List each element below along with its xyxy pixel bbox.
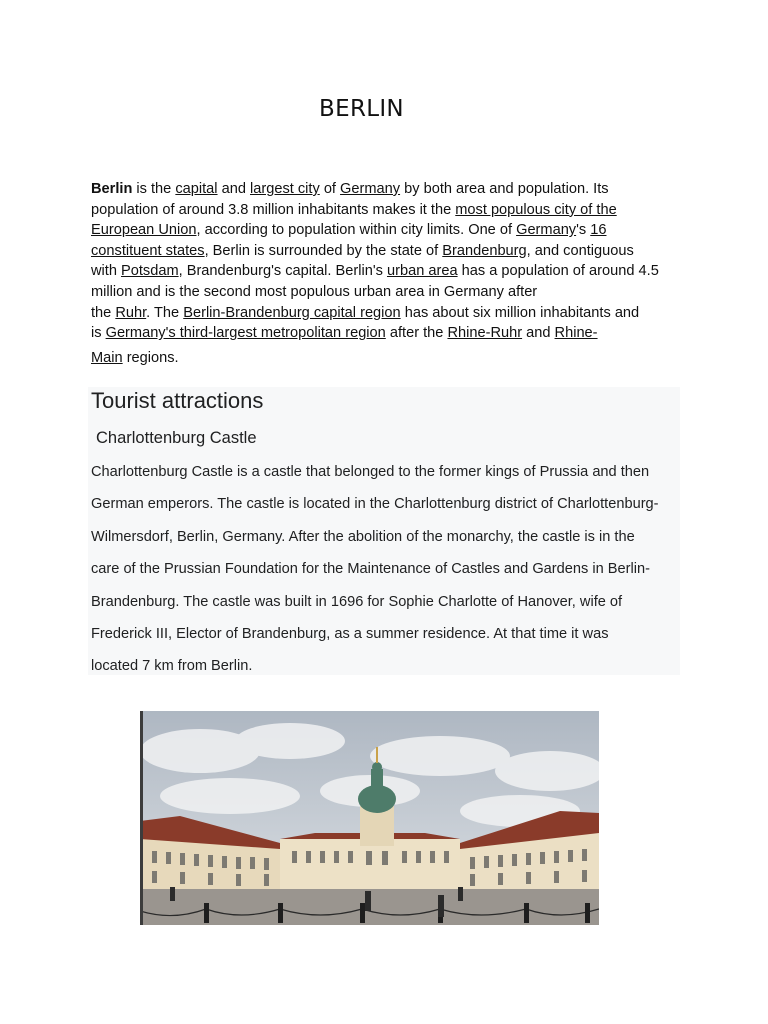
intro-line (91, 200, 661, 221)
description-line: located 7 km from Berlin. (91, 658, 253, 675)
text-run: and (522, 325, 555, 342)
description-line: German emperors. The castle is located in the Charlottenburg district of Charlottenburg- (91, 496, 659, 513)
wiki-link[interactable]: Germany (340, 181, 401, 197)
wiki-link[interactable]: Main (91, 349, 123, 366)
wiki-link[interactable]: Rhine-Ruhr (447, 325, 523, 342)
castle-illustration (140, 711, 599, 925)
text-run: is (91, 325, 106, 342)
wiki-link[interactable]: urban area (386, 263, 458, 280)
text-run: regions. (122, 349, 179, 366)
text-run: . The (146, 304, 184, 321)
wiki-link[interactable]: 16 (590, 222, 607, 239)
intro-line (91, 241, 661, 262)
text-run: the (91, 304, 116, 321)
text-run: million and is the second most populous urban area in Germany after (91, 283, 538, 300)
text-run: has about six million inhabitants and (400, 304, 640, 321)
page-title: BERLIN (319, 96, 404, 122)
text-run: has a population of around 4.5 (457, 263, 659, 280)
wiki-link[interactable]: Germany's third-largest metropolitan region (105, 325, 386, 342)
wiki-link[interactable]: Potsdam (121, 263, 179, 280)
text-run: by both area and population. Its (400, 181, 609, 197)
charlottenburg-castle-photo (140, 711, 599, 925)
wiki-link[interactable]: European Union (91, 222, 197, 239)
text-run: population of around 3.8 million inhabitants makes it the (91, 201, 456, 218)
text-run: with (91, 263, 122, 280)
wiki-link[interactable]: constituent states (91, 242, 205, 259)
wiki-link[interactable]: Berlin-Brandenburg capital region (183, 304, 401, 321)
intro-line (91, 179, 661, 200)
left-edge (140, 711, 143, 925)
text-run: , and contiguous (526, 242, 634, 259)
description-line: care of the Prussian Foundation for the Maintenance of Castles and Gardens in Berlin- (91, 561, 650, 578)
wiki-link[interactable]: Brandenburg (442, 242, 527, 259)
subsection-heading: Charlottenburg Castle (96, 429, 257, 447)
text-run: of (319, 181, 341, 197)
description-line: Frederick III, Elector of Brandenburg, as a summer residence. At that time it was (91, 626, 609, 643)
intro-line (91, 303, 661, 324)
description-line: Wilmersdorf, Berlin, Germany. After the abolition of the monarchy, the castle is in the (91, 528, 635, 545)
text-run: is the (132, 181, 176, 197)
text-run: , Brandenburg's capital. Berlin's (178, 263, 387, 280)
bold-term: Berlin (91, 181, 133, 197)
text-run: , Berlin is surrounded by the state of (204, 242, 443, 259)
section-heading: Tourist attractions (91, 388, 264, 413)
wiki-link[interactable]: Ruhr (115, 304, 147, 321)
wiki-link[interactable]: Germany (516, 222, 577, 239)
intro-paragraph (91, 179, 661, 368)
description-line: Charlottenburg Castle is a castle that belonged to the former kings of Prussia and then (91, 464, 650, 480)
lantern (371, 769, 383, 793)
text-run: after the (385, 325, 448, 342)
intro-line (91, 323, 661, 344)
description-line: Brandenburg. The castle was built in 1696 for Sophie Charlotte of Hanover, wife of (91, 593, 623, 610)
tourist-attractions-section (88, 387, 680, 675)
intro-line (91, 220, 661, 241)
intro-line (91, 261, 661, 282)
intro-line (91, 282, 661, 303)
text-run: , according to population within city limits. One of (196, 222, 517, 239)
text-run: and (217, 181, 251, 197)
wiki-link[interactable]: most populous city of the (455, 201, 617, 218)
wiki-link[interactable]: capital (175, 181, 218, 197)
intro-line (91, 348, 661, 369)
text-run: 's (576, 222, 591, 239)
wiki-link[interactable]: largest city (250, 181, 320, 197)
attraction-description (91, 456, 680, 683)
wiki-link[interactable]: Rhine- (554, 325, 598, 342)
